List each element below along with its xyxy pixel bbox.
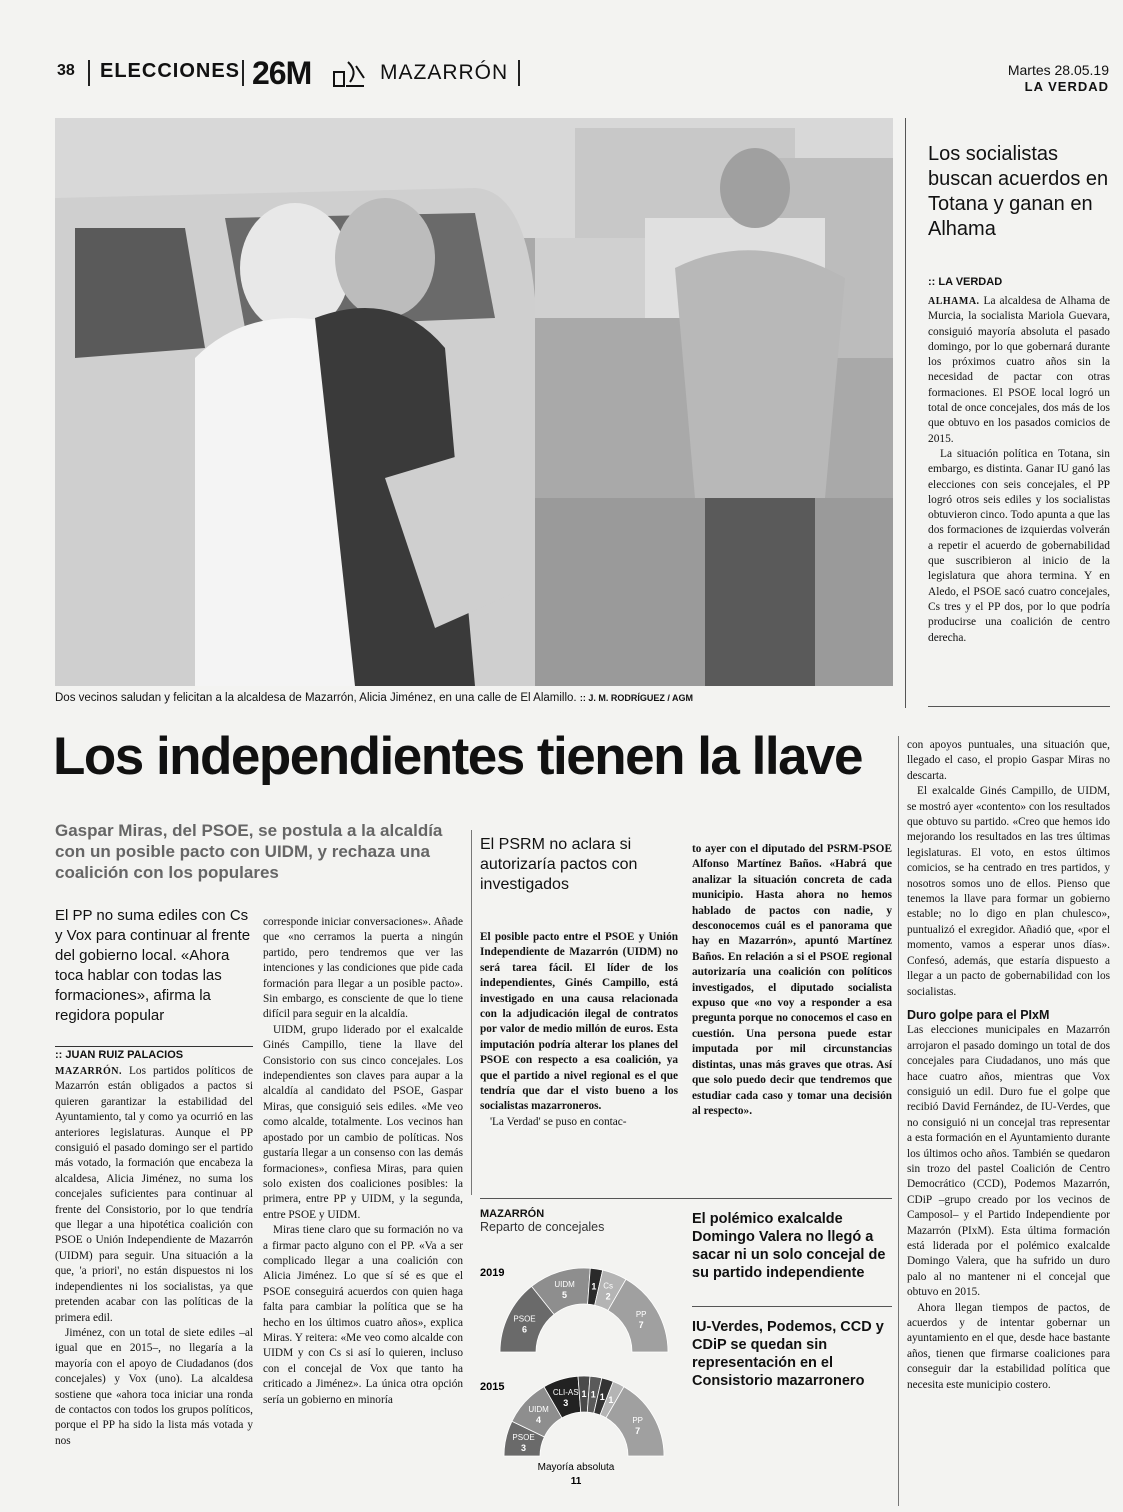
issue-date: Martes 28.05.19 bbox=[1007, 62, 1109, 78]
seat-count-label: 1 bbox=[581, 1389, 587, 1399]
seat-party-label: UIDM bbox=[554, 1279, 575, 1289]
year-label-2015: 2015 bbox=[480, 1381, 505, 1393]
majority-label: Mayoría absoluta bbox=[537, 1462, 615, 1473]
seats-chart bbox=[480, 1244, 678, 1496]
article-paragraph: Miras tiene claro que su formación no va a firmar pacto alguno con el PP. «Va a ser complicado llegar a una coalición con Alicia Jiménez. Lo que sí sé es que el PSOE conseguirá acuerdos con quien haga falta para cambiar la política que se ha hecho en los últimos cuatro años», explica Miras. Y reitera: «Me veo como alcalde con UIDM y con Cs si así lo quieren, incluso con el concejal de Vox que tanto ha criticado a Jiménez». La única otra opción sería un gobierno en minoría bbox=[263, 1224, 463, 1406]
article-column-5 bbox=[907, 738, 1110, 1393]
year-label-2019: 2019 bbox=[480, 1267, 505, 1279]
graphic-subtitle: Reparto de concejales bbox=[480, 1220, 605, 1234]
article-subhead: Gaspar Miras, del PSOE, se postula a la alcaldía con un posible pacto con UIDM, y rechaza una coalición con los populares bbox=[55, 821, 443, 882]
article-headline: Los independientes tienen la llave bbox=[53, 727, 863, 786]
article-paragraph: UIDM, grupo liderado por el exalcalde Ginés Campillo, tiene la llave del Consistorio con sus cinco concejales. Los independientes son claves para aupar a la alcaldía al candidato del PSOE, Gaspar Miras, que consiguió seis ediles. «Me veo como alcalde, totalmente. Los vecinos han apostado por un cambio de políticas. Nos gustaría llegar a un consenso con las demás formaciones», confiesa Miras, para quien solo existen dos coaliciones posibles: la primera, entre PP y UIDM, y la segunda, entre PSOE y UIDM. bbox=[263, 1023, 463, 1221]
article-dateline: MAZARRÓN. bbox=[55, 1066, 122, 1077]
page-number: 38 bbox=[57, 62, 75, 79]
article-paragraph: to ayer con el diputado del PSRM-PSOE Alfonso Martínez Baños. «Habrá que analizar la situación concreta de cada municipio. Hasta ahora no hemos hablado de pactos con nadie, y desconocemos cuál es el panorama que hay en Mazarrón», apuntó Martínez Baños. En relación a si el PSOE regional autorizaría una coalición con políticos investigados, el diputado socialista expuso que «no voy a responder a esa pregunta porque no conocemos el caso en cuestión. Una persona puede estar imputada por mil circunstancias distintas, unas más graves que otras. Así que solo puedo decir que tendremos que estudiar cada caso y tomar una decisión al respecto». bbox=[692, 843, 892, 1117]
seat-count-label: 3 bbox=[521, 1443, 527, 1454]
seat-party-label: PSOE bbox=[512, 1433, 535, 1443]
seats-2019-arcs bbox=[500, 1268, 668, 1352]
header-divider bbox=[242, 60, 244, 86]
seat-party-label: PP bbox=[635, 1310, 647, 1319]
seat-count-label: 1 bbox=[599, 1391, 605, 1402]
article-paragraph: 'La Verdad' se puso en contac- bbox=[490, 1115, 627, 1128]
article-paragraph: El exalcalde Ginés Campillo, de UIDM, se mostró ayer «contento» con los resultados que obtuvo su partido. «Creo que hemos ido mejorando los resultados en las tres últimas legislaturas. El voto, en estos últimos comicios, se ha centrado en tres partidos, y nosotros somos uno de ellos. Pienso que tenemos la llave para formar un gobierno estable; no lo digo en plan chulesco», puntualizó el exregidor. Añadió que, «por el momento, vamos a esperar unos días». Confesó, además, que estaría dispuesto a llegar a un pacto de gobernabilidad con los socialistas. bbox=[907, 785, 1110, 998]
highlight-box: El polémico exalcalde Domingo Valera no llegó a sacar ni un solo concejal de su partido independiente bbox=[692, 1211, 886, 1281]
seat-count-label: 3 bbox=[563, 1397, 569, 1408]
sidebar-source: :: LA VERDAD bbox=[928, 276, 1003, 288]
article-column-3 bbox=[480, 930, 678, 1130]
sidebar-paragraph: La situación política en Totana, sin embargo, es distinta. Ganar IU ganó las elecciones con seis concejales, el PP logró otros seis ediles y los socialistas obtuvieron cinco. Todo apunta a que las dos formaciones de izquierdas volverán a repetir el acuerdo de gobernabilidad que suscribieron al inicio de la legislatura que ahora termina. Y en Aledo, el PSOE sacó cuatro concejales, Cs tres y el PP dos, por lo que podría producirse una coalición de centro derecha. bbox=[928, 447, 1110, 644]
photo-caption bbox=[55, 692, 915, 704]
seat-count-label: 6 bbox=[522, 1324, 528, 1335]
article-paragraph: Jiménez, con un total de siete ediles –al igual que en 2015–, no llegaría a la mayoría con el apoyo de Ciudadanos (dos concejales) y Vox (uno). La alcaldesa sostiene que «ahora toca iniciar una ronda de contactos con todos los grupos políticos, porque el PP ha sido la lista más votada y nos bbox=[55, 1326, 253, 1447]
article-paragraph: Las elecciones municipales en Mazarrón arrojaron el pasado domingo un total de dos concejales para Ciudadanos, uno más que hace cuatro años, mientras que Vox consiguió un edil. Duro fue el golpe que recibió David Fernández, de IU-Verdes, que no consiguió ni un concejal tras representar a esta formación en el Ayuntamiento durante los últimos ocho años. También se quedaron sin trozo del pastel Coalición de Centro Democrático (CCD), Podemos Mazarrón, CDiP –grupo creado por los vecinos de Camposol– y el Partido Independiente por Mazarrón (PIxM). Esta última formación está liderada por el polémico exalcalde Domingo Valera, que ha sufrido un duro palo al no mantener ni el concejal que obtuvo en 2015. bbox=[907, 1024, 1110, 1299]
seat-party-label: UIDM bbox=[528, 1404, 549, 1414]
graphic-title: MAZARRÓN bbox=[480, 1208, 545, 1220]
header-divider bbox=[518, 60, 520, 86]
seat-count-label: 5 bbox=[562, 1289, 568, 1300]
seat-party-label: Cs bbox=[603, 1281, 614, 1291]
article-paragraph: con apoyos puntuales, una situación que, llegado el caso, el propio Gaspar Miras no descarta. bbox=[907, 739, 1110, 782]
seat-party-label: PSOE bbox=[513, 1314, 536, 1324]
article-column-2 bbox=[263, 915, 463, 1408]
article-intro: El PP no suma ediles con Cs y Vox para continuar al frente del gobierno local. «Ahora toca hablar con todas las formaciones», afirma la regidora popular bbox=[55, 907, 251, 1024]
seat-count-label: 1 bbox=[608, 1395, 614, 1406]
photo-credit: :: J. M. RODRÍGUEZ / AGM bbox=[579, 693, 693, 703]
seat-count-label: 7 bbox=[638, 1320, 644, 1330]
majority-value: 11 bbox=[570, 1476, 582, 1487]
sidebar-body bbox=[928, 294, 1110, 646]
column-divider bbox=[471, 830, 472, 1195]
sidebar-paragraph: La alcaldesa de Alhama de Murcia, la socialista Mariola Guevara, consiguió mayoría absoluta el pasado domingo, por lo que gobernará durante los próximos cuatro años sin la necesidad de pactar con otras formaciones. El PSOE local logró un total de once concejales, dos más de los que obtuvo en los pasados comicios de 2015. bbox=[928, 295, 1110, 445]
seat-party-label: CLI-AS bbox=[552, 1387, 579, 1397]
sidebar-bottom-rule bbox=[928, 706, 1110, 707]
header-divider bbox=[88, 60, 90, 86]
article-byline: :: JUAN RUIZ PALACIOS bbox=[55, 1046, 253, 1061]
seats-graphic bbox=[480, 1208, 678, 1498]
ballot-box-icon bbox=[330, 58, 368, 88]
box-divider bbox=[692, 1306, 892, 1307]
article-paragraph: Los partidos políticos de Mazarrón están obligados a pactos si quieren garantizar la estabilidad del Ayuntamiento, tal y como ya ocurrió en las anteriores legislaturas. Aunque el PP consiguió el pasado domingo ser el partido más votado, la formación que encabeza la alcaldesa, Alicia Jiménez, no suma los concejales suficientes para continuar al frente del Consistorio, por lo que tendría que llegar a una hipotética coalición con PSOE o Unión Independiente de Mazarrón (UIDM) para seguir. Una situación a la que, 'a priori', no están dispuestos ni los independientes ni los socialistas, ya que pretenden acabar con las políticas de la primera edil. bbox=[55, 1065, 254, 1324]
article-paragraph: corresponde iniciar conversaciones». Añade que «no cerramos la puerta a ningún partido, pero tendremos que ver las intenciones y las condiciones que pide cada formación para llegar a un posible pacto». Sin embargo, es consciente de que lo tiene difícil para seguir en la alcaldía. bbox=[263, 916, 463, 1021]
seat-party-label: PP bbox=[632, 1416, 644, 1425]
section-title: ELECCIONES bbox=[100, 60, 241, 82]
town-title: MAZARRÓN bbox=[380, 61, 509, 84]
sidebar-divider bbox=[905, 118, 906, 708]
seats-2015-arcs bbox=[504, 1376, 664, 1456]
seat-count-label: 1 bbox=[591, 1281, 597, 1292]
column-divider bbox=[898, 736, 899, 1506]
secondary-headline: El PSRM no aclara si autorizaría pactos con investigados bbox=[480, 836, 638, 893]
article-photo bbox=[55, 118, 893, 686]
highlight-box: IU-Verdes, Podemos, CCD y CDiP se quedan sin representación en el Consistorio mazarronero bbox=[692, 1319, 884, 1389]
article-paragraph: Ahora llegan tiempos de pactos, de acuerdos y de intentar gobernar un ayuntamiento en el que, desde hace bastante años, tienen que firmarse coaliciones para conseguir dar la estabilidad política que necesita este municipio costero. bbox=[907, 1301, 1110, 1391]
seat-count-label: 7 bbox=[635, 1426, 641, 1436]
sidebar-headline: Los socialistas buscan acuerdos en Totana y ganan en Alhama bbox=[928, 143, 1109, 240]
article-column-4 bbox=[692, 842, 892, 1119]
seat-count-label: 2 bbox=[605, 1291, 611, 1302]
sidebar-dateline: ALHAMA. bbox=[928, 296, 980, 307]
seat-count-label: 4 bbox=[536, 1414, 542, 1425]
newspaper-name: LA VERDAD bbox=[1024, 79, 1109, 94]
election-badge: 26M bbox=[252, 55, 312, 91]
seat-count-label: 1 bbox=[590, 1389, 596, 1400]
caption-text: Dos vecinos saludan y felicitan a la alcaldesa de Mazarrón, Alicia Jiménez, en una calle de El Alamillo. bbox=[55, 692, 577, 704]
article-column-1 bbox=[55, 1064, 253, 1449]
article-paragraph: El posible pacto entre el PSOE y Unión Independiente de Mazarrón (UIDM) no será tarea fácil. El líder de los independientes, Ginés Campillo, está investigado en una causa relacionada con la adjudicación ilegal de contratos por valor de medio millón de euros. Esta imputación podría alterar los planes del PSOE con respecto a esa coalición, ya que el partido a nivel regional es el que tendría que dar el visto bueno a los socialistas mazarroneros. bbox=[480, 931, 678, 1113]
box-divider bbox=[480, 1198, 892, 1199]
section-subtitle: Duro golpe para el PIxM bbox=[907, 1007, 1050, 1022]
